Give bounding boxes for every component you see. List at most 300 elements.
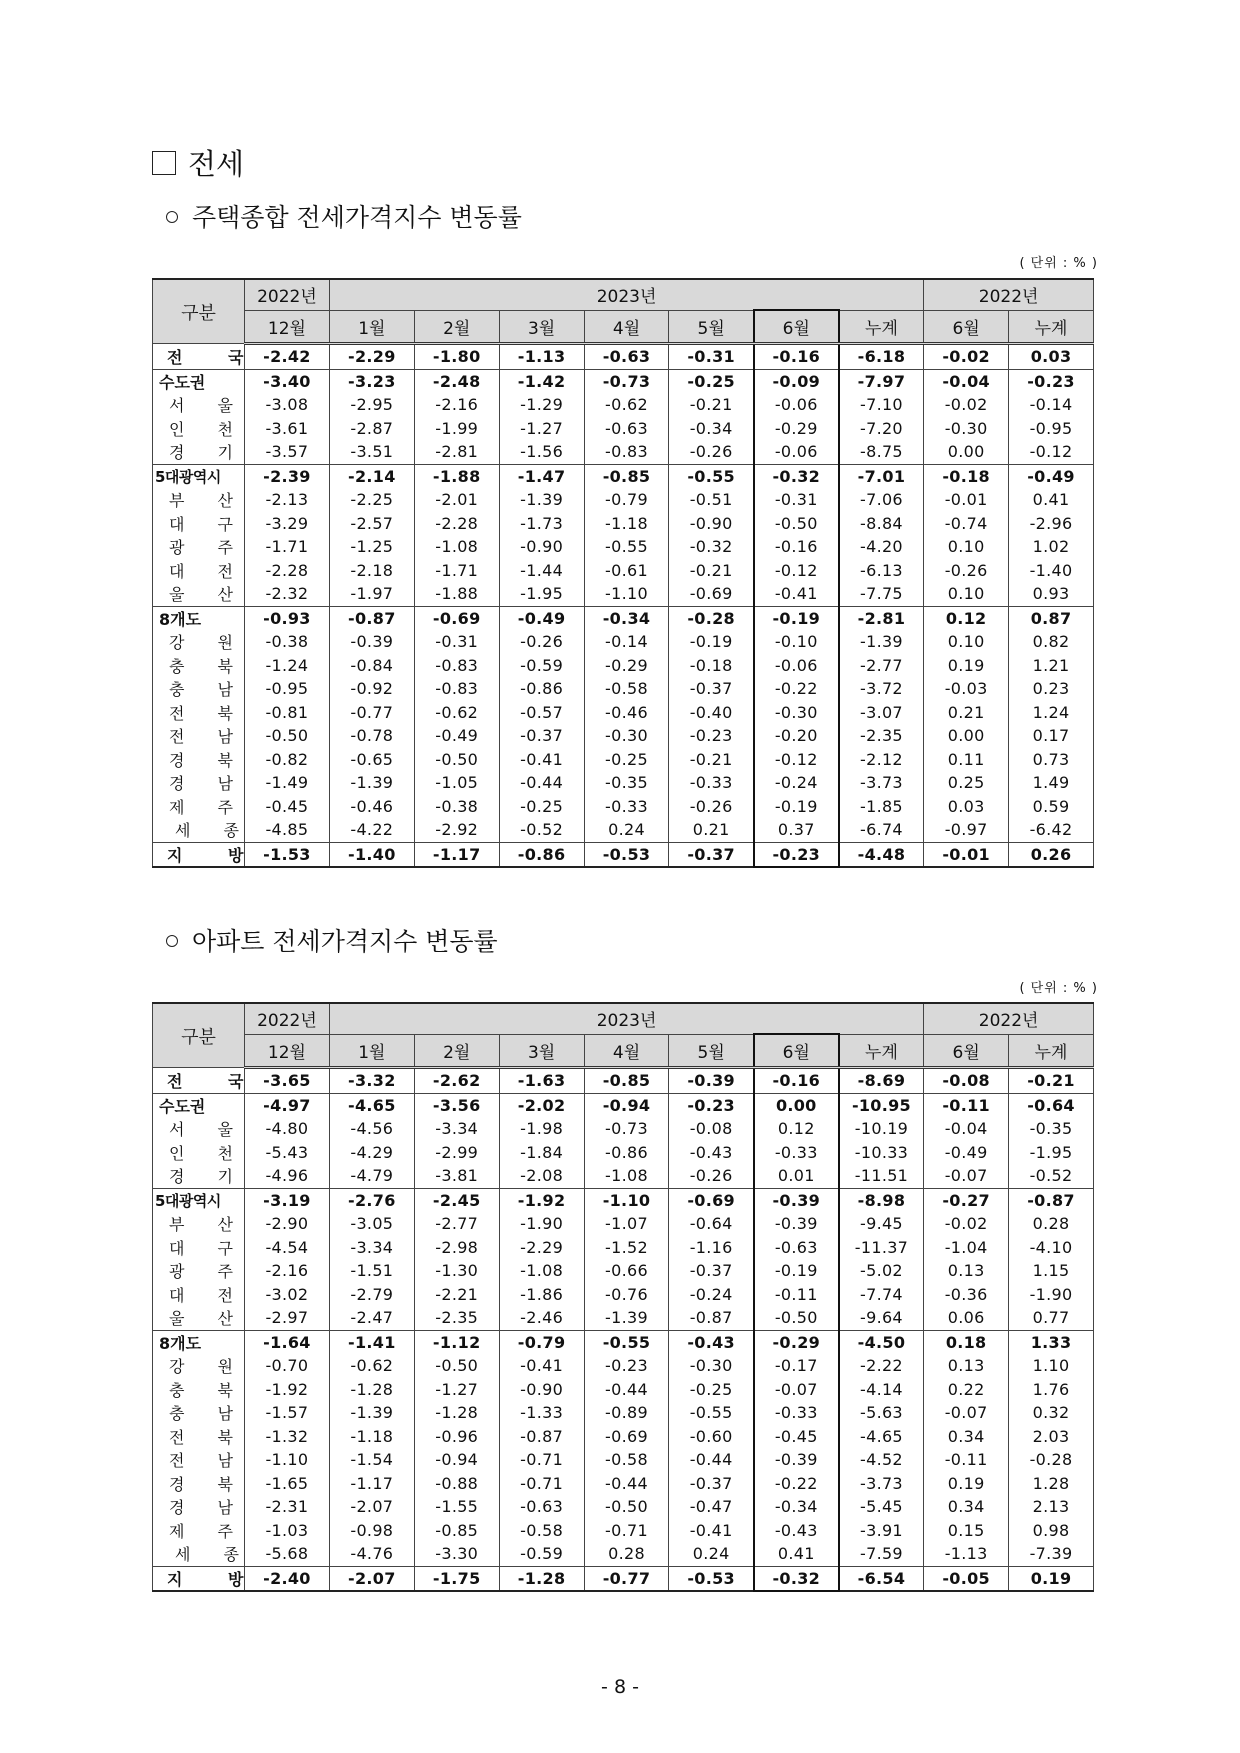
value-cell: 1.28 — [1009, 1472, 1094, 1496]
region-label: 경 북 — [153, 1472, 245, 1496]
table-row — [153, 748, 1094, 772]
value-cell: -2.97 — [245, 1306, 330, 1330]
value-cell: -0.85 — [414, 1519, 499, 1543]
region-label: 경 기 — [153, 440, 245, 464]
value-cell: -0.96 — [414, 1425, 499, 1449]
value-cell: -1.49 — [245, 771, 330, 795]
header-month: 12월 — [245, 310, 330, 344]
value-cell: -8.69 — [839, 1068, 924, 1094]
value-cell: -5.68 — [245, 1542, 330, 1566]
value-cell: -0.71 — [584, 1519, 669, 1543]
value-cell: 0.34 — [924, 1495, 1009, 1519]
table2-unit: ( 단위 : % ) — [1019, 981, 1098, 996]
value-cell: -0.87 — [499, 1425, 584, 1449]
value-cell: -0.26 — [669, 440, 754, 464]
value-cell: -1.51 — [329, 1259, 414, 1283]
value-cell: 0.03 — [1009, 344, 1094, 370]
value-cell: 0.34 — [924, 1425, 1009, 1449]
value-cell: -0.31 — [669, 344, 754, 370]
value-cell: -2.46 — [499, 1306, 584, 1330]
value-cell: -0.69 — [669, 582, 754, 606]
header-month: 누계 — [839, 310, 924, 344]
value-cell: -0.94 — [414, 1448, 499, 1472]
value-cell: -0.14 — [1009, 393, 1094, 417]
value-cell: -0.43 — [669, 1330, 754, 1354]
value-cell: -0.90 — [499, 535, 584, 559]
value-cell: 0.19 — [924, 654, 1009, 678]
value-cell: -0.35 — [584, 771, 669, 795]
region-label: 전 국 — [153, 344, 245, 370]
value-cell: -0.86 — [499, 677, 584, 701]
value-cell: -7.39 — [1009, 1542, 1094, 1566]
table-row — [153, 1212, 1094, 1236]
value-cell: 0.19 — [924, 1472, 1009, 1496]
value-cell: -0.77 — [329, 701, 414, 725]
value-cell: -0.89 — [584, 1401, 669, 1425]
value-cell: -0.30 — [924, 417, 1009, 441]
value-cell: 0.24 — [669, 1542, 754, 1566]
circle-bullet-icon — [166, 935, 178, 947]
value-cell: -3.05 — [329, 1212, 414, 1236]
value-cell: 1.02 — [1009, 535, 1094, 559]
value-cell: -0.21 — [669, 559, 754, 583]
value-cell: -4.22 — [329, 818, 414, 842]
value-cell: 2.03 — [1009, 1425, 1094, 1449]
value-cell: -3.07 — [839, 701, 924, 725]
value-cell: -2.28 — [245, 559, 330, 583]
value-cell: -2.81 — [414, 440, 499, 464]
region-label: 세 종 — [153, 1542, 245, 1566]
header-year-2023: 2023년 — [329, 1003, 923, 1034]
value-cell: -0.25 — [669, 369, 754, 393]
value-cell: -3.23 — [329, 369, 414, 393]
header-year-2022-compare: 2022년 — [924, 279, 1094, 310]
region-label: 전 북 — [153, 701, 245, 725]
value-cell: -0.35 — [1009, 1117, 1094, 1141]
value-cell: -0.69 — [669, 1188, 754, 1212]
value-cell: -1.27 — [499, 417, 584, 441]
value-cell: -0.07 — [924, 1401, 1009, 1425]
table-row — [153, 512, 1094, 536]
value-cell: 1.21 — [1009, 654, 1094, 678]
value-cell: -3.72 — [839, 677, 924, 701]
region-label: 8개도 — [153, 1330, 245, 1354]
value-cell: -0.63 — [584, 344, 669, 370]
value-cell: -5.45 — [839, 1495, 924, 1519]
table-row — [153, 344, 1094, 370]
value-cell: -0.18 — [924, 464, 1009, 488]
value-cell: -0.55 — [584, 535, 669, 559]
value-cell: -1.73 — [499, 512, 584, 536]
region-label: 세 종 — [153, 818, 245, 842]
table-row — [153, 1164, 1094, 1188]
value-cell: -2.32 — [245, 582, 330, 606]
value-cell: -4.76 — [329, 1542, 414, 1566]
value-cell: 0.41 — [754, 1542, 839, 1566]
value-cell: -7.74 — [839, 1283, 924, 1307]
region-label: 광 주 — [153, 1259, 245, 1283]
region-label: 광 주 — [153, 535, 245, 559]
value-cell: 1.10 — [1009, 1354, 1094, 1378]
value-cell: -0.87 — [669, 1306, 754, 1330]
table-row — [153, 1141, 1094, 1165]
value-cell: -0.25 — [584, 748, 669, 772]
value-cell: -8.98 — [839, 1188, 924, 1212]
value-cell: -0.59 — [499, 1542, 584, 1566]
table-row — [153, 1472, 1094, 1496]
value-cell: -1.71 — [245, 535, 330, 559]
value-cell: 0.82 — [1009, 630, 1094, 654]
region-label: 경 북 — [153, 748, 245, 772]
table-row — [153, 1566, 1094, 1591]
table-row — [153, 1117, 1094, 1141]
value-cell: -1.39 — [499, 488, 584, 512]
value-cell: -1.41 — [329, 1330, 414, 1354]
value-cell: -0.57 — [499, 701, 584, 725]
value-cell: -0.98 — [329, 1519, 414, 1543]
value-cell: -1.17 — [329, 1472, 414, 1496]
value-cell: -0.22 — [754, 1472, 839, 1496]
value-cell: -0.07 — [754, 1378, 839, 1402]
value-cell: -0.93 — [245, 606, 330, 630]
value-cell: -0.39 — [754, 1212, 839, 1236]
value-cell: -0.60 — [669, 1425, 754, 1449]
value-cell: -7.59 — [839, 1542, 924, 1566]
value-cell: -5.63 — [839, 1401, 924, 1425]
table-row — [153, 842, 1094, 867]
value-cell: -0.49 — [924, 1141, 1009, 1165]
table-row — [153, 582, 1094, 606]
value-cell: -0.05 — [924, 1566, 1009, 1591]
value-cell: -0.01 — [924, 488, 1009, 512]
region-label: 5대광역시 — [153, 464, 245, 488]
value-cell: -2.87 — [329, 417, 414, 441]
value-cell: -3.91 — [839, 1519, 924, 1543]
value-cell: -1.53 — [245, 842, 330, 867]
value-cell: -1.84 — [499, 1141, 584, 1165]
value-cell: -0.02 — [924, 393, 1009, 417]
value-cell: -3.56 — [414, 1093, 499, 1117]
value-cell: 0.59 — [1009, 795, 1094, 819]
value-cell: -0.62 — [414, 701, 499, 725]
value-cell: -5.02 — [839, 1259, 924, 1283]
value-cell: 1.33 — [1009, 1330, 1094, 1354]
section-heading — [152, 142, 244, 183]
value-cell: -0.50 — [414, 748, 499, 772]
header-month: 6월 — [754, 1034, 839, 1068]
value-cell: -2.95 — [329, 393, 414, 417]
value-cell: -3.57 — [245, 440, 330, 464]
value-cell: -1.13 — [924, 1542, 1009, 1566]
header-month: 5월 — [669, 310, 754, 344]
header-category: 구분 — [153, 1003, 245, 1068]
table-row — [153, 369, 1094, 393]
value-cell: -0.36 — [924, 1283, 1009, 1307]
value-cell: -0.16 — [754, 1068, 839, 1094]
value-cell: 0.12 — [924, 606, 1009, 630]
value-cell: -0.97 — [924, 818, 1009, 842]
value-cell: -2.02 — [499, 1093, 584, 1117]
value-cell: -0.52 — [1009, 1164, 1094, 1188]
region-label: 대 전 — [153, 1283, 245, 1307]
value-cell: -0.32 — [669, 535, 754, 559]
region-label: 서 울 — [153, 393, 245, 417]
value-cell: -4.48 — [839, 842, 924, 867]
value-cell: -1.95 — [499, 582, 584, 606]
value-cell: -2.77 — [839, 654, 924, 678]
value-cell: -0.04 — [924, 369, 1009, 393]
value-cell: -2.08 — [499, 1164, 584, 1188]
value-cell: -2.90 — [245, 1212, 330, 1236]
value-cell: -0.12 — [1009, 440, 1094, 464]
value-cell: -4.80 — [245, 1117, 330, 1141]
value-cell: -1.28 — [329, 1378, 414, 1402]
value-cell: 0.19 — [1009, 1566, 1094, 1591]
value-cell: -2.16 — [245, 1259, 330, 1283]
value-cell: -0.40 — [669, 701, 754, 725]
value-cell: -2.31 — [245, 1495, 330, 1519]
value-cell: -0.43 — [669, 1141, 754, 1165]
value-cell: -2.07 — [329, 1566, 414, 1591]
value-cell: -2.40 — [245, 1566, 330, 1591]
region-label: 경 남 — [153, 1495, 245, 1519]
table-row — [153, 1448, 1094, 1472]
header-month: 12월 — [245, 1034, 330, 1068]
value-cell: -3.08 — [245, 393, 330, 417]
value-cell: -4.52 — [839, 1448, 924, 1472]
value-cell: 1.76 — [1009, 1378, 1094, 1402]
value-cell: -0.73 — [584, 1117, 669, 1141]
value-cell: -0.53 — [669, 1566, 754, 1591]
value-cell: -0.69 — [584, 1425, 669, 1449]
value-cell: -7.06 — [839, 488, 924, 512]
region-label: 수도권 — [153, 1093, 245, 1117]
value-cell: -0.41 — [499, 748, 584, 772]
value-cell: -0.24 — [754, 771, 839, 795]
value-cell: -0.37 — [669, 1472, 754, 1496]
value-cell: 0.00 — [924, 724, 1009, 748]
value-cell: 0.06 — [924, 1306, 1009, 1330]
table-row — [153, 1495, 1094, 1519]
value-cell: -1.05 — [414, 771, 499, 795]
value-cell: -11.51 — [839, 1164, 924, 1188]
region-label: 경 남 — [153, 771, 245, 795]
value-cell: -0.27 — [924, 1188, 1009, 1212]
value-cell: -0.32 — [754, 1566, 839, 1591]
value-cell: -4.50 — [839, 1330, 924, 1354]
value-cell: 1.49 — [1009, 771, 1094, 795]
value-cell: -3.02 — [245, 1283, 330, 1307]
value-cell: -3.30 — [414, 1542, 499, 1566]
value-cell: -0.95 — [1009, 417, 1094, 441]
value-cell: -0.14 — [584, 630, 669, 654]
table-row — [153, 1283, 1094, 1307]
value-cell: -0.74 — [924, 512, 1009, 536]
value-cell: -0.87 — [329, 606, 414, 630]
value-cell: -3.81 — [414, 1164, 499, 1188]
value-cell: 0.12 — [754, 1117, 839, 1141]
value-cell: -1.88 — [414, 464, 499, 488]
value-cell: -0.08 — [669, 1117, 754, 1141]
value-cell: -1.27 — [414, 1378, 499, 1402]
value-cell: -0.85 — [584, 1068, 669, 1094]
value-cell: -1.08 — [584, 1164, 669, 1188]
value-cell: -0.50 — [245, 724, 330, 748]
value-cell: -0.44 — [584, 1378, 669, 1402]
value-cell: 0.18 — [924, 1330, 1009, 1354]
value-cell: -1.64 — [245, 1330, 330, 1354]
value-cell: -2.98 — [414, 1236, 499, 1260]
region-label: 전 국 — [153, 1068, 245, 1094]
value-cell: -2.21 — [414, 1283, 499, 1307]
table-row — [153, 1306, 1094, 1330]
region-label: 서 울 — [153, 1117, 245, 1141]
value-cell: -0.43 — [754, 1519, 839, 1543]
region-label: 울 산 — [153, 582, 245, 606]
value-cell: -9.45 — [839, 1212, 924, 1236]
value-cell: -0.44 — [584, 1472, 669, 1496]
value-cell: -0.02 — [924, 1212, 1009, 1236]
region-label: 경 기 — [153, 1164, 245, 1188]
value-cell: -2.22 — [839, 1354, 924, 1378]
value-cell: -0.08 — [924, 1068, 1009, 1094]
value-cell: -2.48 — [414, 369, 499, 393]
header-month: 1월 — [329, 1034, 414, 1068]
value-cell: -1.29 — [499, 393, 584, 417]
value-cell: -0.49 — [1009, 464, 1094, 488]
value-cell: -2.07 — [329, 1495, 414, 1519]
value-cell: -2.29 — [329, 344, 414, 370]
value-cell: -1.08 — [499, 1259, 584, 1283]
region-label: 전 북 — [153, 1425, 245, 1449]
value-cell: -2.92 — [414, 818, 499, 842]
value-cell: -0.45 — [754, 1425, 839, 1449]
value-cell: -9.64 — [839, 1306, 924, 1330]
value-cell: -0.55 — [584, 1330, 669, 1354]
value-cell: -0.71 — [499, 1448, 584, 1472]
value-cell: -1.55 — [414, 1495, 499, 1519]
page-number: - 8 - — [601, 1676, 639, 1698]
value-cell: -1.95 — [1009, 1141, 1094, 1165]
region-label: 5대광역시 — [153, 1188, 245, 1212]
table-row — [153, 393, 1094, 417]
value-cell: 0.28 — [1009, 1212, 1094, 1236]
value-cell: -1.39 — [329, 1401, 414, 1425]
value-cell: -0.06 — [754, 393, 839, 417]
value-cell: -1.97 — [329, 582, 414, 606]
value-cell: -1.85 — [839, 795, 924, 819]
value-cell: -4.54 — [245, 1236, 330, 1260]
value-cell: -0.83 — [584, 440, 669, 464]
table-row — [153, 677, 1094, 701]
value-cell: -1.75 — [414, 1566, 499, 1591]
value-cell: -0.76 — [584, 1283, 669, 1307]
region-label: 강 원 — [153, 1354, 245, 1378]
region-label: 전 남 — [153, 724, 245, 748]
value-cell: -4.65 — [839, 1425, 924, 1449]
value-cell: -0.33 — [669, 771, 754, 795]
value-cell: -0.46 — [584, 701, 669, 725]
table-row — [153, 1259, 1094, 1283]
region-label: 충 남 — [153, 677, 245, 701]
value-cell: -0.11 — [924, 1448, 1009, 1472]
value-cell: -0.19 — [754, 606, 839, 630]
table-row — [153, 1378, 1094, 1402]
value-cell: -1.40 — [329, 842, 414, 867]
value-cell: -4.20 — [839, 535, 924, 559]
value-cell: -0.78 — [329, 724, 414, 748]
value-cell: -4.14 — [839, 1378, 924, 1402]
value-cell: -8.84 — [839, 512, 924, 536]
value-cell: -1.12 — [414, 1330, 499, 1354]
header-month: 4월 — [584, 310, 669, 344]
value-cell: -11.37 — [839, 1236, 924, 1260]
value-cell: -1.18 — [584, 512, 669, 536]
value-cell: -0.71 — [499, 1472, 584, 1496]
value-cell: 1.24 — [1009, 701, 1094, 725]
value-cell: -2.45 — [414, 1188, 499, 1212]
region-label: 수도권 — [153, 369, 245, 393]
value-cell: -0.23 — [1009, 369, 1094, 393]
value-cell: -1.56 — [499, 440, 584, 464]
value-cell: -0.21 — [669, 748, 754, 772]
value-cell: -4.10 — [1009, 1236, 1094, 1260]
value-cell: -0.47 — [669, 1495, 754, 1519]
value-cell: -2.81 — [839, 606, 924, 630]
value-cell: -1.54 — [329, 1448, 414, 1472]
table-row — [153, 606, 1094, 630]
value-cell: -1.86 — [499, 1283, 584, 1307]
value-cell: -2.79 — [329, 1283, 414, 1307]
table-row — [153, 1542, 1094, 1566]
value-cell: -0.62 — [329, 1354, 414, 1378]
value-cell: 0.11 — [924, 748, 1009, 772]
header-year-2022-compare: 2022년 — [924, 1003, 1094, 1034]
value-cell: -2.39 — [245, 464, 330, 488]
value-cell: -0.17 — [754, 1354, 839, 1378]
value-cell: 0.01 — [754, 1164, 839, 1188]
table-row — [153, 1330, 1094, 1354]
apartment-jeonse-table — [152, 1002, 1094, 1592]
value-cell: -0.23 — [669, 724, 754, 748]
value-cell: -3.73 — [839, 771, 924, 795]
value-cell: -0.65 — [329, 748, 414, 772]
value-cell: -0.46 — [329, 795, 414, 819]
value-cell: -1.32 — [245, 1425, 330, 1449]
value-cell: 0.98 — [1009, 1519, 1094, 1543]
value-cell: -0.63 — [499, 1495, 584, 1519]
value-cell: -0.66 — [584, 1259, 669, 1283]
value-cell: -0.07 — [924, 1164, 1009, 1188]
value-cell: -1.47 — [499, 464, 584, 488]
value-cell: -0.64 — [1009, 1093, 1094, 1117]
table-row — [153, 1236, 1094, 1260]
value-cell: -3.32 — [329, 1068, 414, 1094]
table-row — [153, 654, 1094, 678]
header-month: 누계 — [839, 1034, 924, 1068]
value-cell: 0.37 — [754, 818, 839, 842]
value-cell: -0.44 — [669, 1448, 754, 1472]
table-row — [153, 535, 1094, 559]
value-cell: -10.19 — [839, 1117, 924, 1141]
value-cell: 0.28 — [584, 1542, 669, 1566]
value-cell: 2.13 — [1009, 1495, 1094, 1519]
value-cell: -1.07 — [584, 1212, 669, 1236]
header-month: 3월 — [499, 1034, 584, 1068]
value-cell: -1.17 — [414, 842, 499, 867]
value-cell: -0.10 — [754, 630, 839, 654]
value-cell: -0.37 — [669, 1259, 754, 1283]
